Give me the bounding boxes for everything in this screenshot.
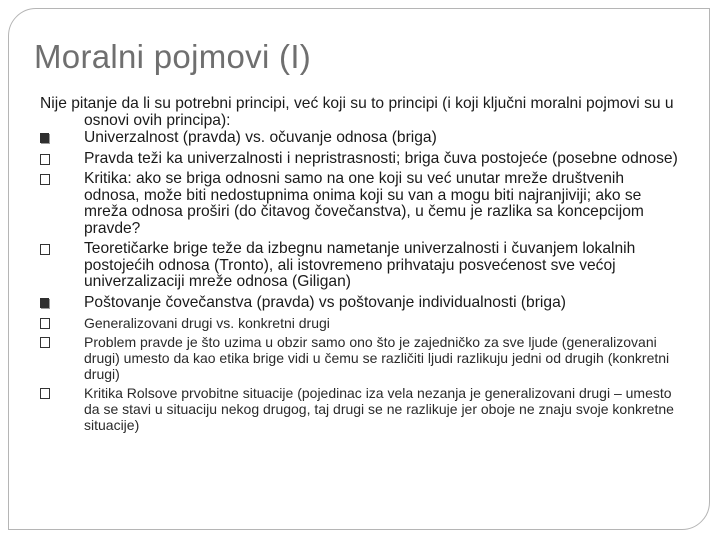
slide-content (40, 96, 680, 436)
empty-square-bullet-icon (40, 318, 50, 329)
bullet-item-6 (40, 315, 680, 331)
bullet-item-4 (40, 241, 680, 291)
bullet-item-7 (40, 334, 680, 382)
bullet-item-text: Kritika: ako se briga odnosni samo na one koji su već unutar mreže društvenih odnosa, može biti nedostupnima onima koji su van a mogu biti najranjiviji; ako se mreža odnosa proširi (do čitavog čovečanstva), u čemu je razlika sa koncepcijom pravde? (84, 170, 644, 237)
bullet-item-text: Teoretičarke brige teže da izbegnu nametanje univerzalnosti i čuvanjem lokalnih postojećih odnosa (Tronto), ali istovremeno prihvataju posvećenost sve većoj univerzalizaciji mreže odnosa (Giligan) (84, 240, 636, 290)
bullet-item-text: Poštovanje čovečanstva (pravda) vs poštovanje individualnosti (briga) (84, 293, 566, 311)
bullet-item-2 (40, 151, 680, 168)
bullet-item-text: Pravda teži ka univerzalnosti i nepristrasnosti; briga čuva postojeće (posebne odnose) (84, 149, 678, 167)
empty-square-bullet-icon (40, 244, 50, 255)
filled-square-bullet-icon (40, 133, 49, 143)
slide-title: Moralni pojmovi (I) (34, 38, 312, 75)
empty-square-bullet-icon (40, 174, 50, 185)
bullet-item-3 (40, 171, 680, 237)
empty-square-bullet-icon (40, 154, 50, 165)
bullet-item-1 (40, 130, 680, 147)
bullet-item-text: Kritika Rolsove prvobitne situacije (pojedinac iza vela nezanja je generalizovani drugi – umesto da se stavi u situaciju nekog drugog, taj drugi se ne razlikuje jer oboje ne znaju svoje konkretne situacije) (84, 385, 674, 433)
empty-square-bullet-icon (40, 388, 50, 399)
bullet-item-text: Generalizovani drugi vs. konkretni drugi (84, 315, 330, 331)
empty-square-bullet-icon (40, 337, 50, 348)
filled-square-bullet-icon (40, 298, 49, 308)
intro-paragraph: Nije pitanje da li su potrebni principi, već koji su to principi (i koji ključni moralni pojmovi su u osnovi ovih principa): (40, 95, 674, 129)
bullet-item-text: Problem pravde je što uzima u obzir samo ono što je zajedničko za sve ljude (generalizovani drugi) umesto da kao etika brige vidi u čemu se različiti ljudi razlikuju jedni od drugih (konkretni drugi) (84, 334, 670, 382)
bullet-item-5 (40, 295, 680, 312)
bullet-item-text: Univerzalnost (pravda) vs. očuvanje odnosa (briga) (84, 129, 437, 146)
bullet-item-8 (40, 385, 680, 433)
